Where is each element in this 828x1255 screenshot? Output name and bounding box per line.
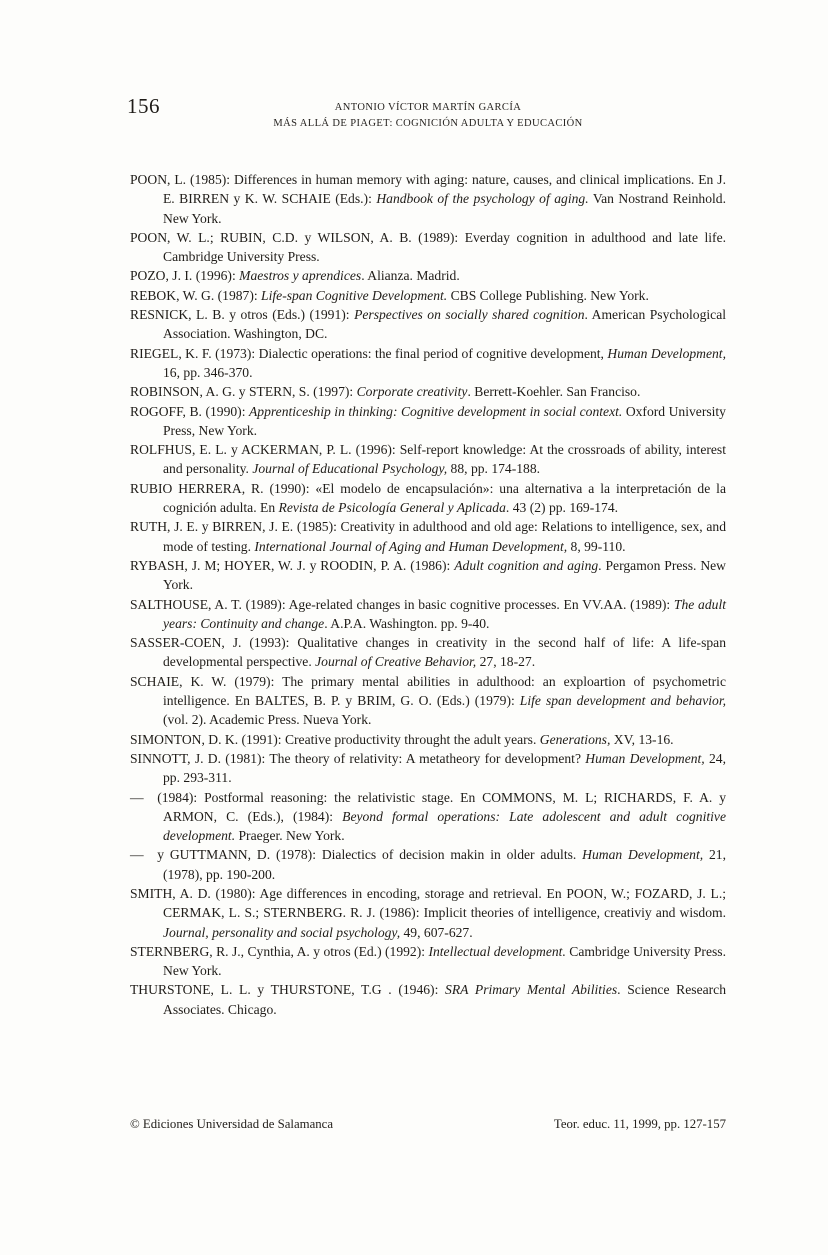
- reference-text: ROBINSON, A. G. y STERN, S. (1997):: [130, 384, 357, 400]
- reference-entry: [130, 633, 726, 672]
- reference-text: POZO, J. I. (1996):: [130, 268, 240, 284]
- reference-text: . 43 (2) pp. 169-174.: [505, 500, 619, 516]
- reference-text: SASSER-COEN, J. (1993): Qualitative changes in creativity in the second half of life: A life-span developmental perspective.: [130, 635, 726, 670]
- page-number: 156: [127, 94, 160, 118]
- reference-text: RUBIO HERRERA, R. (1990): «El modelo de encapsulación»: una alternativa a la interpretación de la cognición adulta. En: [130, 480, 726, 516]
- reference-text: SIMONTON, D. K. (1991): Creative productivity throught the adult years.: [130, 731, 540, 747]
- reference-text: . Science Research Associates. Chicago.: [163, 982, 726, 1017]
- reference-text: REBOK, W. G. (1987):: [130, 287, 262, 303]
- reference-entry: [130, 286, 726, 305]
- reference-entry: [130, 788, 726, 846]
- reference-entry: [130, 266, 726, 285]
- reference-text: Praeger. New York.: [235, 828, 345, 844]
- reference-text: THURSTONE, L. L. y THURSTONE, T.G . (1946):: [130, 982, 446, 998]
- reference-text: — y GUTTMANN, D. (1978): Dialectics of decision makin in older adults.: [130, 847, 583, 863]
- reference-entry: [130, 402, 726, 441]
- reference-entry: [130, 517, 726, 556]
- reference-entry: [130, 749, 726, 788]
- reference-text: RIEGEL, K. F. (1973): Dialectic operations: the final period of cognitive development,: [130, 345, 608, 361]
- reference-entry: [130, 305, 726, 344]
- reference-title-italic: Maestros y aprendices: [239, 268, 362, 284]
- reference-entry: [130, 344, 726, 383]
- reference-title-italic: Adult cognition and aging: [454, 557, 599, 573]
- reference-title-italic: International Journal of Aging and Human Development,: [254, 538, 568, 554]
- reference-text: RYBASH, J. M; HOYER, W. J. y ROODIN, P. A. (1986):: [130, 557, 455, 573]
- reference-title-italic: Intellectual development.: [428, 943, 566, 959]
- reference-text: 27, 18-27.: [476, 654, 536, 670]
- reference-text: (vol. 2). Academic Press. Nueva York.: [163, 712, 372, 728]
- reference-text: 16, pp. 346-370.: [163, 364, 253, 380]
- reference-title-italic: Journal, personality and social psychology,: [163, 924, 401, 940]
- reference-title-italic: Journal of Educational Psychology,: [252, 461, 448, 477]
- reference-title-italic: Revista de Psicología General y Aplicada: [278, 500, 506, 516]
- reference-text: SCHAIE, K. W. (1979): The primary mental abilities in adulthood: an exploartion of psychometric intelligence. En BALTES, B. P. y BRIM, G. O. (Eds.) (1979):: [130, 673, 726, 709]
- reference-title-italic: Life-span Cognitive Development.: [261, 287, 448, 303]
- reference-text: 21, (1978), pp. 190-200.: [163, 847, 726, 882]
- reference-entry: [130, 170, 726, 228]
- reference-title-italic: Journal of Creative Behavior,: [315, 654, 477, 670]
- reference-text: STERNBERG, R. J., Cynthia, A. y otros (Ed.) (1992):: [130, 943, 429, 959]
- reference-text: SMITH, A. D. (1980): Age differences in encoding, storage and retrieval. En POON, W.; FOZARD, J. L.; CERMAK, L. S.; STERNBERG. R. J. (1986): Implicit theories of intelligence, creativiy and wisdom.: [130, 885, 726, 921]
- reference-text: POON, W. L.; RUBIN, C.D. y WILSON, A. B. (1989): Everday cognition in adulthood and late life. Cambridge University Press.: [130, 229, 726, 265]
- reference-entry: [130, 884, 726, 942]
- reference-title-italic: The adult years: Continuity and change: [163, 596, 726, 631]
- references-list: [130, 170, 726, 1019]
- journal-citation: Teor. educ. 11, 1999, pp. 127-157: [553, 1117, 726, 1131]
- copyright-notice: © Ediciones Universidad de Salamanca: [130, 1117, 334, 1131]
- reference-entry: [130, 942, 726, 981]
- reference-text: Van Nostrand Reinhold. New York.: [163, 191, 726, 226]
- reference-text: SINNOTT, J. D. (1981): The theory of relativity: A metatheory for development?: [130, 750, 586, 766]
- reference-title-italic: Perspectives on socially shared cognition: [354, 307, 585, 323]
- reference-text: ROLFHUS, E. L. y ACKERMAN, P. L. (1996): Self-report knowledge: At the crossroads of ability, interest and personality.: [130, 442, 726, 477]
- reference-title-italic: Handbook of the psychology of aging.: [376, 191, 589, 207]
- reference-title-italic: Corporate creativity: [356, 384, 468, 400]
- reference-text: ROGOFF, B. (1990):: [130, 403, 249, 419]
- reference-text: POON, L. (1985): Differences in human memory with aging: nature, causes, and clinical implications. En J. E. BIRREN y K. W. SCHAIE (Eds.):: [130, 172, 726, 207]
- reference-text: 8, 99-110.: [567, 538, 626, 554]
- reference-text: . Alianza. Madrid.: [361, 268, 460, 284]
- reference-text: . American Psychological Association. Washington, DC.: [163, 307, 727, 342]
- reference-title-italic: Human Development,: [585, 750, 705, 766]
- reference-entry: [130, 730, 726, 749]
- reference-text: CBS College Publishing. New York.: [447, 287, 649, 303]
- reference-text: RUTH, J. E. y BIRREN, J. E. (1985): Creativity in adulthood and old age: Relations to intelligence, sex, and mode of testing.: [130, 519, 726, 554]
- reference-text: — (1984): Postformal reasoning: the relativistic stage. En COMMONS, M. L; RICHARDS, F. A. y ARMON, C. (Eds.), (1984):: [130, 789, 726, 824]
- reference-text: . A.P.A. Washington. pp. 9-40.: [324, 615, 490, 631]
- reference-title-italic: Human Development,: [607, 345, 726, 361]
- reference-text: Cambridge University Press. New York.: [163, 943, 726, 979]
- reference-entry: [130, 479, 726, 518]
- reference-title-italic: Human Development,: [582, 847, 704, 863]
- reference-text: 88, pp. 174-188.: [447, 461, 541, 477]
- reference-entry: [130, 595, 726, 634]
- reference-entry: [130, 440, 726, 479]
- reference-text: 24, pp. 293-311.: [163, 750, 726, 786]
- reference-title-italic: Beyond formal operations: Late adolescent and adult cognitive development.: [163, 808, 726, 844]
- reference-text: SALTHOUSE, A. T. (1989): Age-related changes in basic cognitive processes. En VV.AA. (1989):: [130, 596, 674, 612]
- reference-title-italic: Generations,: [539, 731, 611, 747]
- reference-entry: [130, 672, 726, 730]
- page-footer: [130, 1117, 726, 1132]
- reference-text: 49, 607-627.: [400, 924, 473, 940]
- reference-text: XV, 13-16.: [610, 731, 674, 747]
- running-head-title: MÁS ALLÁ DE PIAGET: COGNICIÓN ADULTA Y EDUCACIÓN: [273, 118, 583, 129]
- reference-title-italic: SRA Primary Mental Abilities: [445, 982, 618, 998]
- reference-text: . Berrett-Koehler. San Franciso.: [467, 384, 641, 400]
- reference-text: Oxford University Press, New York.: [163, 403, 726, 438]
- reference-title-italic: Apprenticeship in thinking: Cognitive development in social context.: [248, 403, 623, 419]
- reference-entry: [130, 845, 726, 884]
- reference-title-italic: Life span development and behavior,: [519, 693, 727, 709]
- reference-text: . Pergamon Press. New York.: [163, 557, 726, 593]
- reference-text: RESNICK, L. B. y otros (Eds.) (1991):: [130, 307, 355, 323]
- reference-entry: [130, 556, 726, 595]
- reference-entry: [130, 382, 726, 401]
- reference-entry: [130, 228, 726, 267]
- running-head-author: ANTONIO VÍCTOR MARTÍN GARCÍA: [334, 102, 522, 113]
- reference-entry: [130, 980, 726, 1019]
- running-head: [130, 100, 726, 132]
